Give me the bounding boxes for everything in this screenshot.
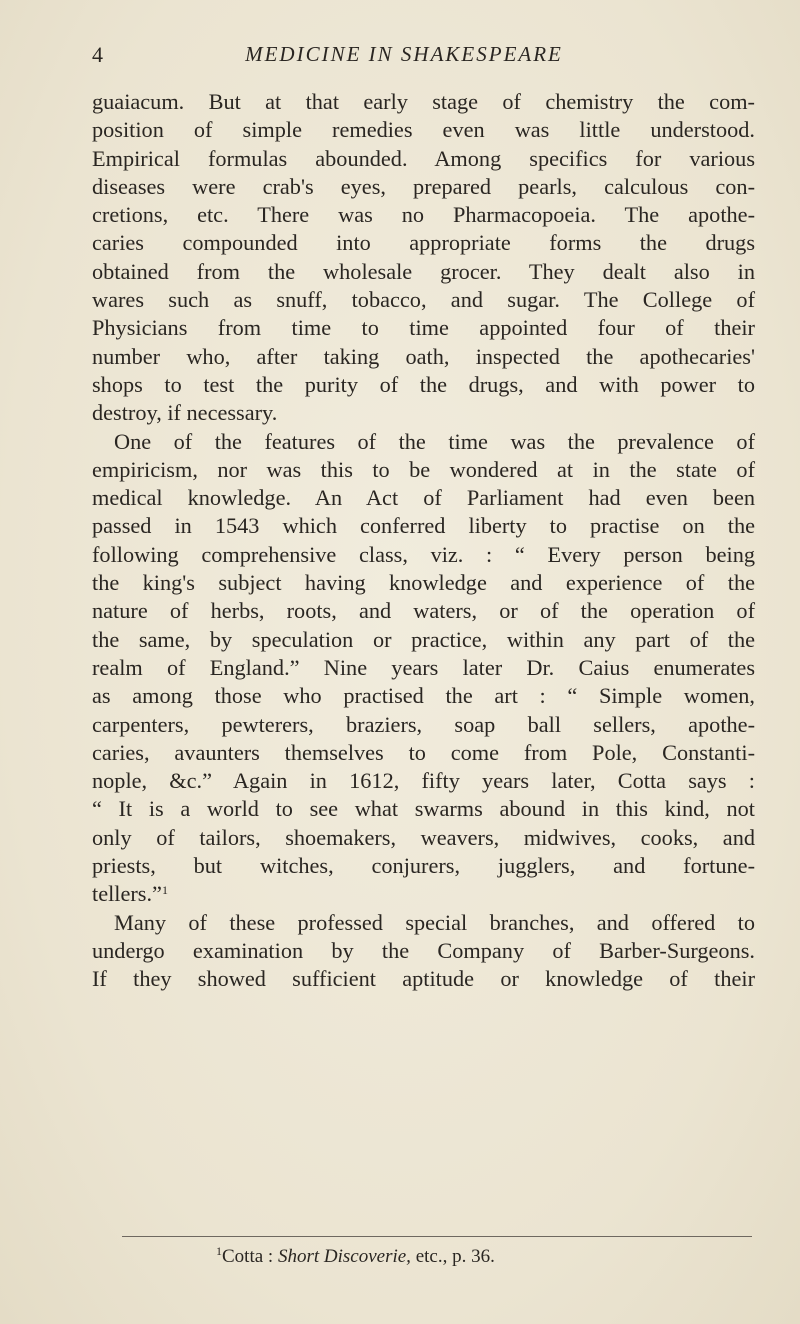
footnote-reference: 1 bbox=[161, 883, 168, 898]
footnote-title: Short Discoverie, bbox=[277, 1246, 411, 1267]
page-header bbox=[92, 42, 716, 78]
text-line: destroy, if necessary. bbox=[92, 400, 278, 426]
text-line: “ It is a world to see what swarms abound in this kind, not bbox=[92, 796, 755, 822]
text-line: caries compounded into appropriate forms the drugs bbox=[92, 230, 755, 256]
text-line: number who, after taking oath, inspected the apothecaries' bbox=[92, 343, 755, 369]
text-line-with-footnote bbox=[92, 880, 755, 908]
text-line: If they showed sufficient aptitude or knowledge of their bbox=[92, 966, 755, 992]
footnote-divider bbox=[122, 1236, 752, 1237]
footnote-marker: 1 bbox=[216, 1244, 222, 1258]
text-line: One of the features of the time was the prevalence of bbox=[114, 428, 755, 454]
text-line: only of tailors, shoemakers, weavers, midwives, cooks, and bbox=[92, 824, 755, 850]
page-number: 4 bbox=[92, 42, 103, 67]
text-line: caries, avaunters themselves to come from Pole, Constanti- bbox=[92, 739, 755, 765]
text-line: tellers.” bbox=[92, 881, 162, 907]
text-line: Physicians from time to time appointed four of their bbox=[92, 315, 755, 341]
text-line: empiricism, nor was this to be wondered at in the state of bbox=[92, 456, 755, 482]
text-line: medical knowledge. An Act of Parliament had even been bbox=[92, 485, 755, 511]
text-line: obtained from the wholesale grocer. They dealt also in bbox=[92, 258, 755, 284]
text-line: Empirical formulas abounded. Among specifics for various bbox=[92, 145, 755, 171]
text-line: wares such as snuff, tobacco, and sugar. The College of bbox=[92, 287, 755, 313]
text-line: nople, &c.” Again in 1612, fifty years later, Cotta says : bbox=[92, 768, 755, 794]
text-line: realm of England.” Nine years later Dr. Caius enumerates bbox=[92, 654, 755, 680]
text-line: Many of these professed special branches, and offered to bbox=[114, 909, 755, 935]
text-line: carpenters, pewterers, braziers, soap ball sellers, apothe- bbox=[92, 711, 755, 737]
text-line: priests, but witches, conjurers, jugglers, and fortune- bbox=[92, 853, 755, 879]
running-head: MEDICINE IN SHAKESPEARE bbox=[245, 42, 563, 66]
text-line: as among those who practised the art : “ Simple women, bbox=[92, 683, 755, 709]
text-line: undergo examination by the Company of Barber-Surgeons. bbox=[92, 937, 755, 963]
footnote bbox=[216, 1246, 495, 1268]
text-line: diseases were crab's eyes, prepared pearls, calculous con- bbox=[92, 173, 755, 199]
text-line: guaiacum. But at that early stage of chemistry the com- bbox=[92, 89, 755, 114]
text-line: the king's subject having knowledge and experience of the bbox=[92, 570, 755, 596]
text-line: following comprehensive class, viz. : “ Every person being bbox=[92, 541, 755, 567]
text-line: shops to test the purity of the drugs, and with power to bbox=[92, 371, 755, 397]
footnote-rest: etc., p. 36. bbox=[415, 1246, 495, 1267]
text-line: the same, by speculation or practice, within any part of the bbox=[92, 626, 755, 652]
text-line: passed in 1543 which conferred liberty to practise on the bbox=[92, 513, 755, 539]
body-text bbox=[92, 88, 755, 994]
text-line: nature of herbs, roots, and waters, or of the operation of bbox=[92, 598, 755, 624]
footnote-author: Cotta : bbox=[222, 1246, 274, 1267]
text-line: position of simple remedies even was little understood. bbox=[92, 117, 755, 143]
text-line: cretions, etc. There was no Pharmacopoeia. The apothe- bbox=[92, 202, 755, 228]
